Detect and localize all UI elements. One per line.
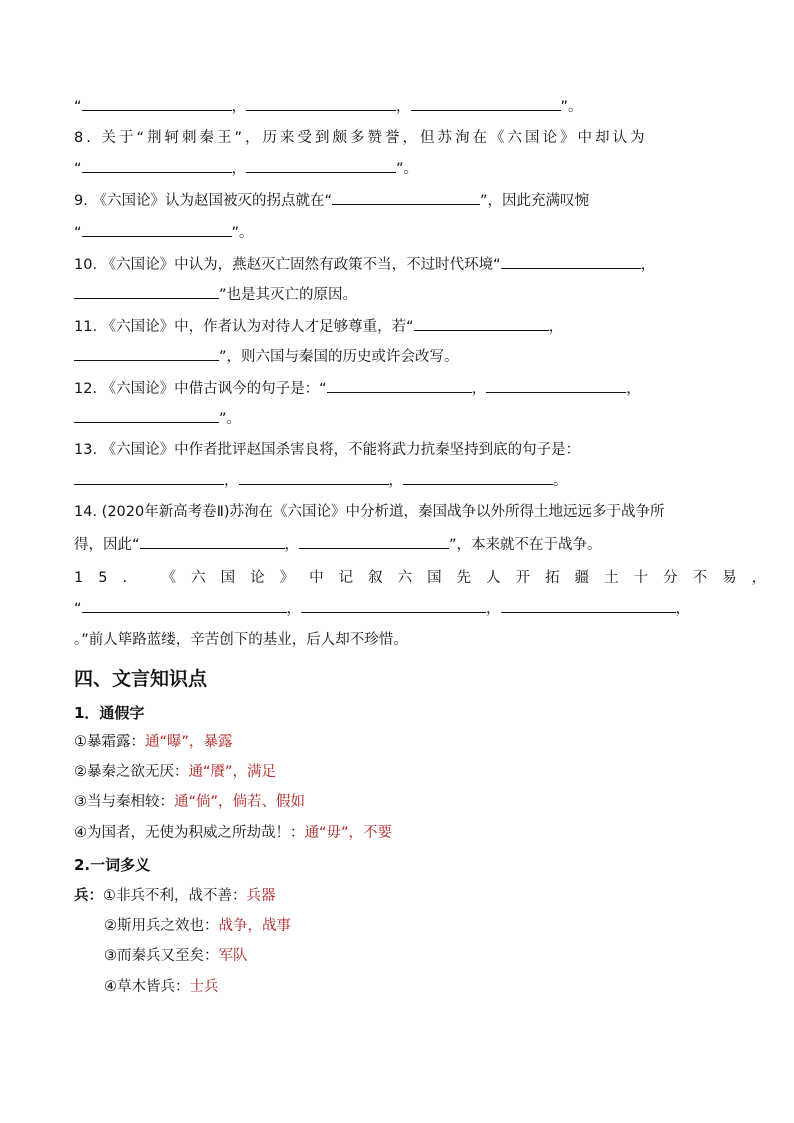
q15-answer-line: “ ， ， ， <box>74 598 724 619</box>
q8-text: 8. 关于“荆轲刺秦王”，历来受到颇多赞誉，但苏洵在《六国论》中却认为 <box>74 130 648 146</box>
q13-answer-line: ， ， 。 <box>74 470 724 491</box>
blank[interactable] <box>82 158 232 173</box>
yici-item: ②斯用兵之效也：战争，战事 <box>104 918 291 934</box>
blank[interactable] <box>411 96 561 111</box>
q10-answer-line: ”也是其灭亡的原因。 <box>74 284 724 305</box>
tongjia-item: ③当与秦相较：通“倘”，倘若、假如 <box>74 794 306 810</box>
q11-text: 11. 《六国论》中，作者认为对待人才足够尊重，若“ ， <box>74 316 724 337</box>
q10-text: 10. 《六国论》中认为，燕赵灭亡固然有政策不当，不过时代环境“ ， <box>74 254 724 275</box>
blank[interactable] <box>403 470 553 485</box>
q14-answer-line: 得，因此“ ， ”，本来就不在于战争。 <box>74 534 724 555</box>
q12-text: 12. 《六国论》中借古讽今的句子是：“ ， ， <box>74 378 724 399</box>
yici-item: ④草木皆兵：士兵 <box>104 979 219 995</box>
blank[interactable] <box>301 598 486 613</box>
q13-text: 13. 《六国论》中作者批评赵国杀害良将，不能将武力抗秦坚持到底的句子是： <box>74 442 581 458</box>
blank[interactable] <box>501 598 676 613</box>
q7-answer-line: “ ， ， ”。 <box>74 96 724 117</box>
q15-tail: 。”前人筚路蓝缕，辛苦创下的基业，后人却不珍惜。 <box>74 632 408 648</box>
yici-word: 兵： <box>74 888 103 904</box>
blank[interactable] <box>332 190 480 205</box>
blank[interactable] <box>74 470 224 485</box>
blank[interactable] <box>74 346 219 361</box>
q9-text: 9. 《六国论》认为赵国被灭的拐点就在“ ”，因此充满叹惋 <box>74 190 724 211</box>
blank[interactable] <box>140 534 285 549</box>
subsection-title: 1．通假字 <box>74 704 145 722</box>
subsection-title: 2.一词多义 <box>74 856 151 874</box>
tongjia-item: ①暴霜露：通“曝”，暴露 <box>74 734 233 750</box>
blank[interactable] <box>82 96 232 111</box>
blank[interactable] <box>501 254 641 269</box>
section-title: 四、文言知识点 <box>74 668 208 690</box>
blank[interactable] <box>486 378 626 393</box>
blank[interactable] <box>246 96 396 111</box>
tongjia-item: ④为国者，无使为积威之所劫哉！：通“毋”，不要 <box>74 825 393 841</box>
q15-text: 15. 《六国论》中记叙六国先人开拓疆土十分不易， <box>74 570 782 586</box>
blank[interactable] <box>414 316 549 331</box>
blank[interactable] <box>246 158 396 173</box>
yici-item: 兵：①非兵不利，战不善：兵器 <box>74 888 276 904</box>
q11-answer-line: ”，则六国与秦国的历史或许会改写。 <box>74 346 724 367</box>
q9-answer-line: “ ”。 <box>74 222 724 243</box>
blank[interactable] <box>327 378 472 393</box>
q14-text: 14. (2020年新高考卷Ⅱ)苏洵在《六国论》中分析道，秦国战争以外所得土地远远多于战争所 <box>74 504 665 520</box>
blank[interactable] <box>239 470 389 485</box>
blank[interactable] <box>82 222 232 237</box>
tongjia-item: ②暴秦之欲无厌：通“餍”，满足 <box>74 764 277 780</box>
q12-answer-line: ”。 <box>74 408 724 429</box>
blank[interactable] <box>74 284 219 299</box>
blank[interactable] <box>82 598 287 613</box>
q8-answer-line: “ ， ”。 <box>74 158 724 179</box>
yici-item: ③而秦兵又至矣：军队 <box>104 948 248 964</box>
blank[interactable] <box>299 534 449 549</box>
blank[interactable] <box>74 408 219 423</box>
